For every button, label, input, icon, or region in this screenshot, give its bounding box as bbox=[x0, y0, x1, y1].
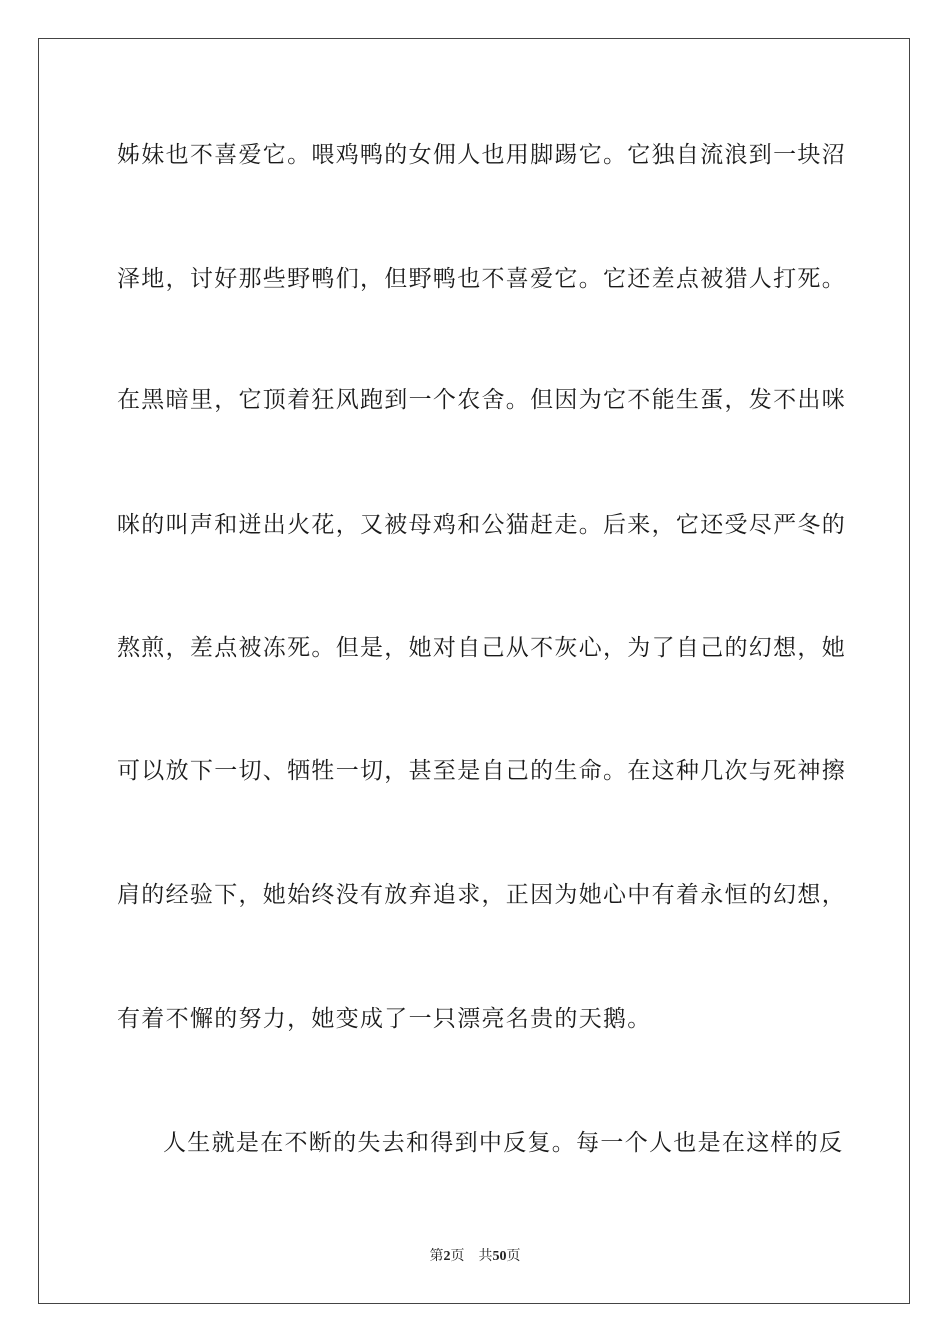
body-line-8: 有着不懈的努力，她变成了一只漂亮名贵的天鹅。 bbox=[117, 1006, 652, 1032]
footer-total-prefix: 共 bbox=[478, 1248, 493, 1264]
body-line-2: 泽地，讨好那些野鸭们，但野鸭也不喜爱它。它还差点被猎人打死。 bbox=[117, 266, 846, 292]
body-line-3: 在黑暗里，它顶着狂风跑到一个农舍。但因为它不能生蛋，发不出咪 bbox=[117, 387, 846, 413]
body-line-9-paragraph-start: 人生就是在不断的失去和得到中反复。每一个人也是在这样的反 bbox=[163, 1130, 844, 1156]
body-line-5: 熬煎，差点被冻死。但是，她对自己从不灰心，为了自己的幻想，她 bbox=[117, 635, 846, 661]
body-line-1: 姊妹也不喜爱它。喂鸡鸭的女佣人也用脚踢它。它独自流浪到一块沼 bbox=[117, 142, 846, 168]
footer-total-pages: 50 bbox=[492, 1249, 507, 1264]
footer-total-suffix: 页 bbox=[506, 1248, 521, 1264]
body-line-4: 咪的叫声和迸出火花，又被母鸡和公猫赶走。后来，它还受尽严冬的 bbox=[117, 512, 846, 538]
body-line-6: 可以放下一切、牺牲一切，甚至是自己的生命。在这种几次与死神擦 bbox=[117, 758, 846, 784]
page-border bbox=[38, 38, 910, 1304]
footer-page-number: 2 bbox=[443, 1249, 451, 1264]
body-line-7: 肩的经验下，她始终没有放弃追求，正因为她心中有着永恒的幻想， bbox=[117, 882, 846, 908]
footer-page-suffix: 页 bbox=[450, 1248, 465, 1264]
footer-page-prefix: 第 bbox=[429, 1248, 444, 1264]
page-footer bbox=[0, 1246, 950, 1267]
